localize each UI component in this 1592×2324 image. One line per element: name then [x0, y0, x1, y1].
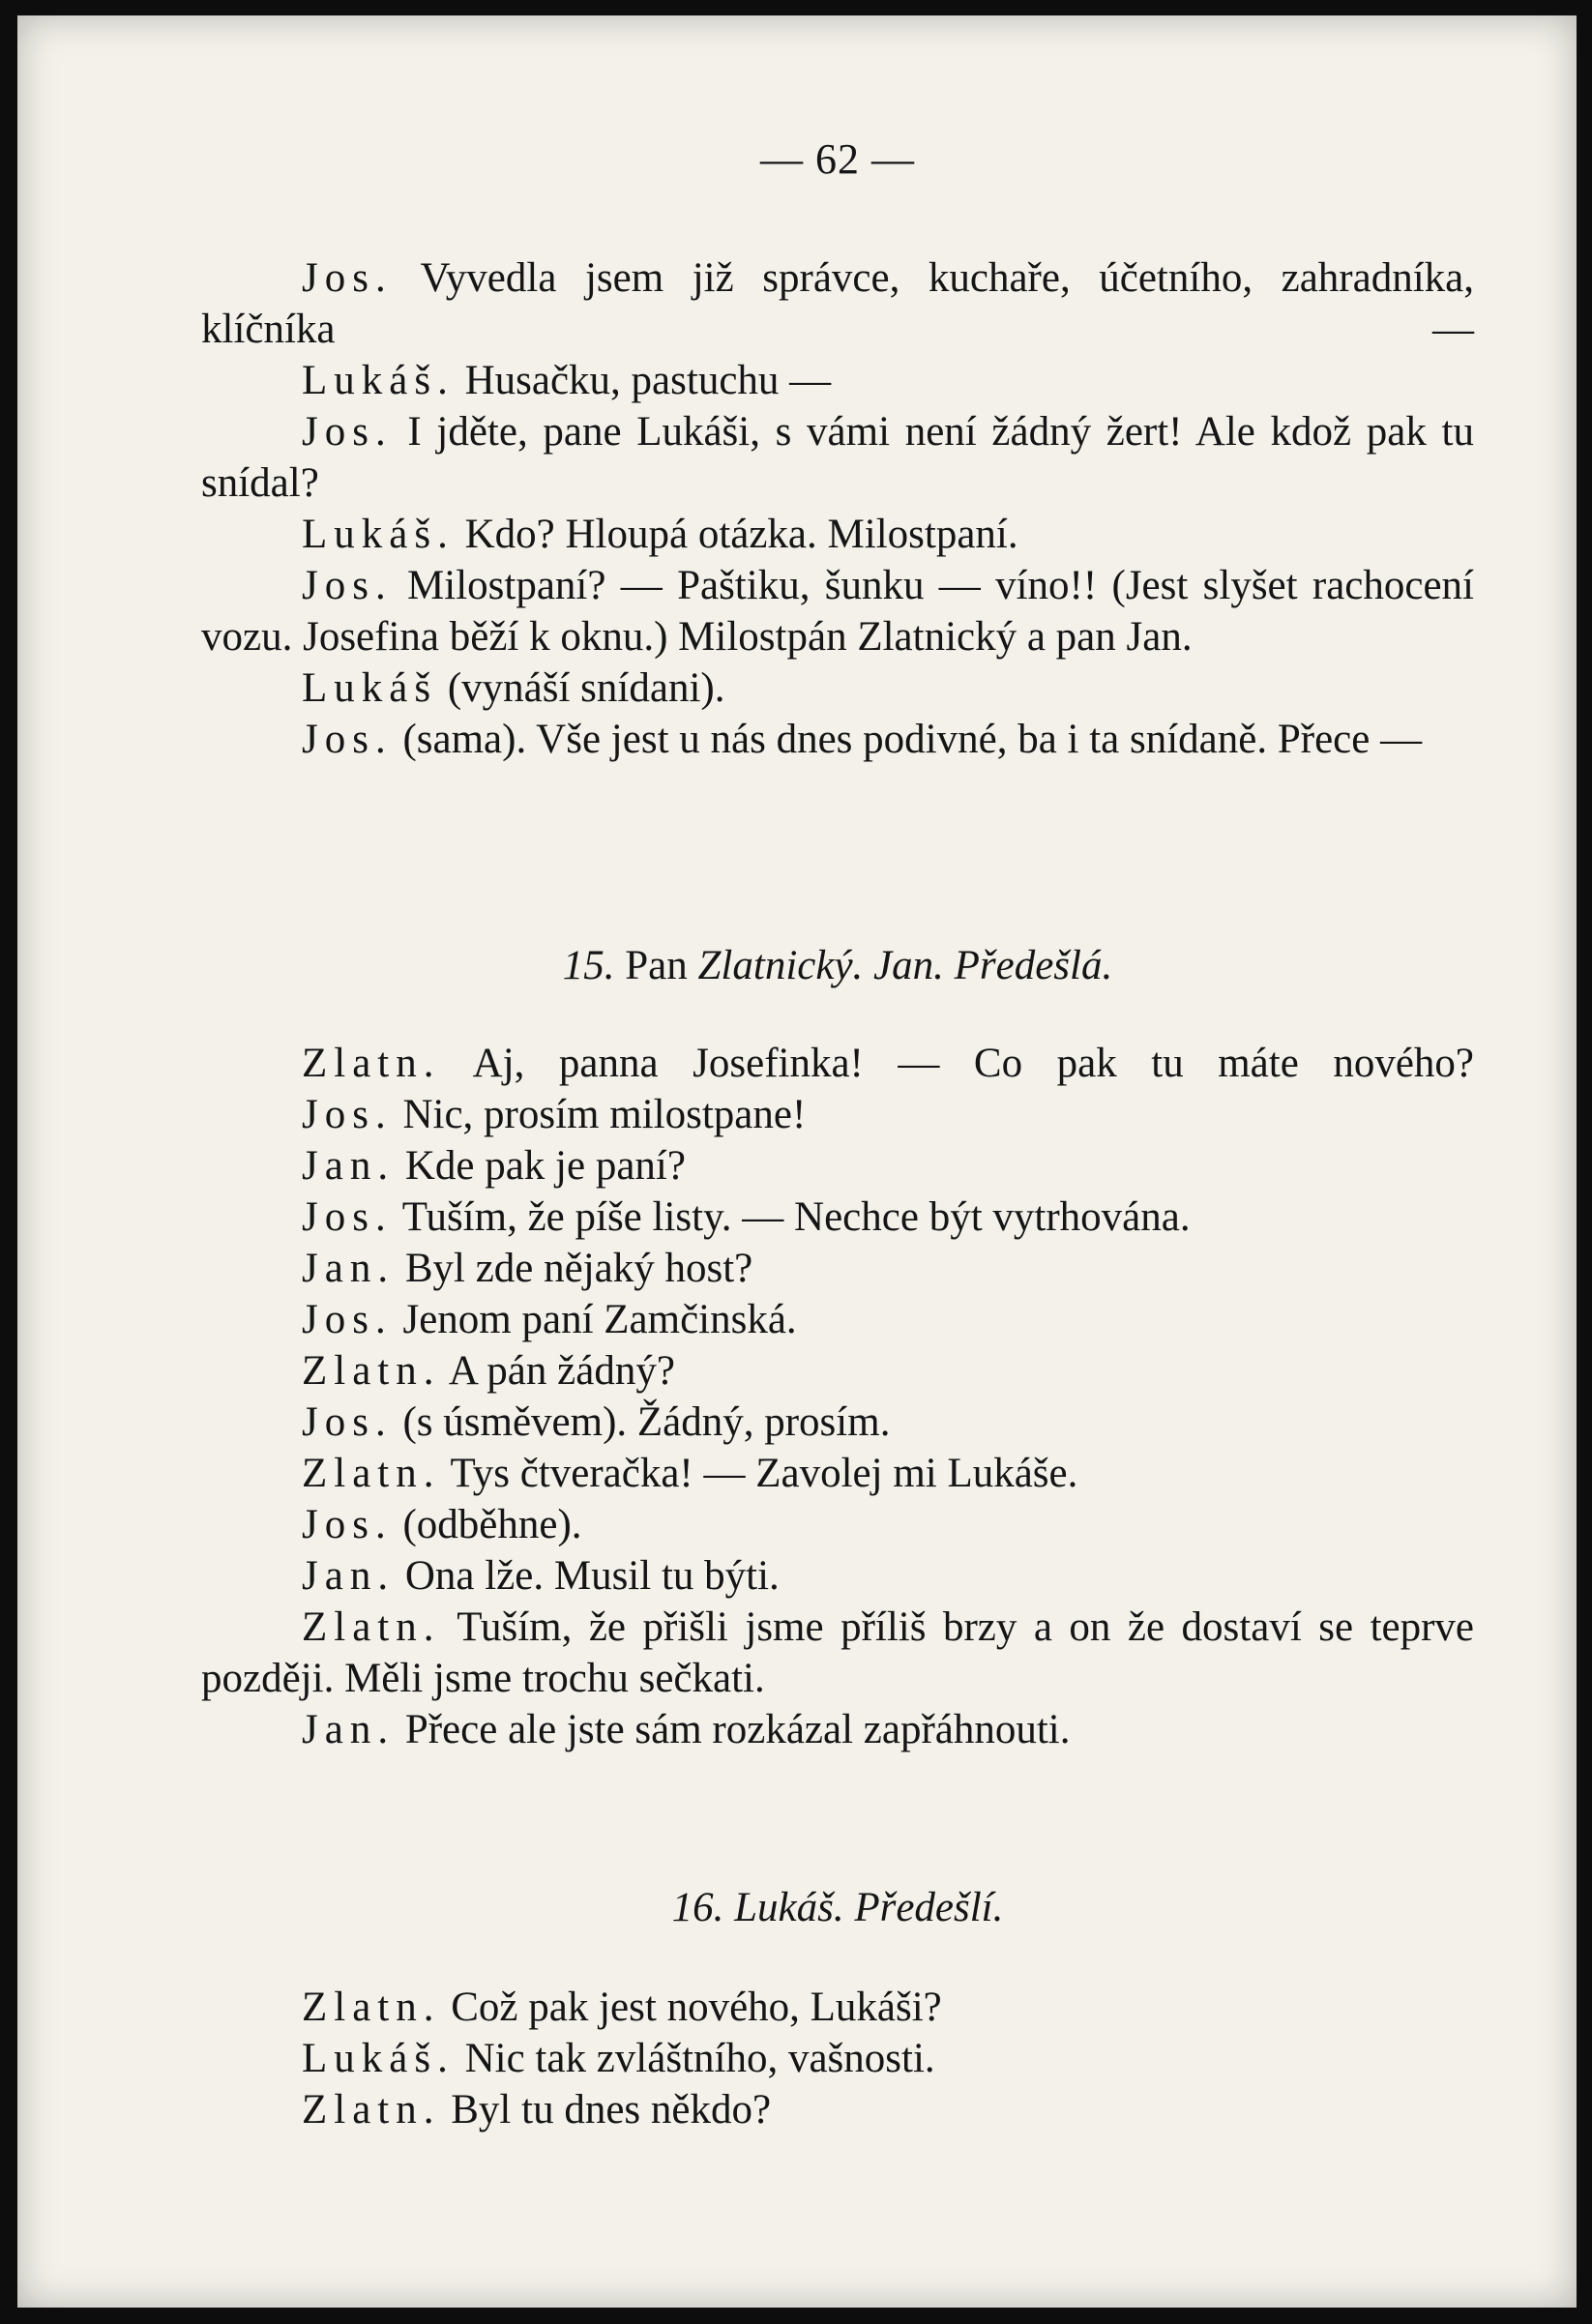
dialogue-line [201, 1140, 1474, 1191]
dialogue-line [201, 1550, 1474, 1602]
dialogue-line [201, 1602, 1474, 1704]
speaker-name: Jos. [302, 1502, 393, 1547]
dialogue-line [201, 1704, 1474, 1755]
scene-characters: Zlatnický. Jan. Předešlá. [697, 943, 1113, 988]
line-text: Byl zde nějaký host? [395, 1246, 753, 1291]
speaker-name: Jos. [302, 717, 393, 762]
speaker-name: Lukáš. [302, 2036, 455, 2081]
dialogue-line [201, 714, 1474, 765]
line-text: Přece ale jste sám rozkázal zapřáhnouti. [395, 1707, 1071, 1752]
line-text: Tys čtveračka! — Zavolej mi Lukáše. [440, 1451, 1078, 1496]
line-text: Aj, panna Josefinka! — Co pak tu máte nového? [440, 1041, 1474, 1086]
line-text: Nic tak zvláštního, vašnosti. [454, 2036, 935, 2081]
dialogue-line [201, 1038, 1474, 1089]
speaker-name: Zlatn. [302, 1985, 441, 2030]
speaker-name: Lukáš. [302, 358, 455, 403]
dialogue-line [201, 1982, 1474, 2033]
line-text: Husačku, pastuchu — [454, 358, 832, 403]
dialogue-section-3 [201, 1982, 1474, 2135]
line-text: Nic, prosím milostpane! [392, 1092, 807, 1137]
scene-heading-15 [201, 940, 1474, 991]
line-text: Jenom paní Zamčinská. [392, 1297, 797, 1342]
line-text: Kde pak je paní? [395, 1143, 686, 1189]
speaker-name: Zlatn. [302, 1348, 441, 1394]
dialogue-line [201, 1499, 1474, 1550]
dialogue-line [201, 1345, 1474, 1397]
dialogue-line [201, 1397, 1474, 1448]
speaker-name: Jan. [302, 1553, 396, 1599]
line-text: Kdo? Hloupá otázka. Milostpaní. [454, 512, 1018, 557]
scene-number: 16. [671, 1885, 724, 1930]
speaker-name: Jos. [302, 255, 393, 301]
line-text: Tuším, že píše listy. — Nechce být vytrhována. [392, 1194, 1191, 1240]
dialogue-line [201, 1294, 1474, 1345]
speaker-name: Zlatn. [302, 1451, 441, 1496]
speaker-name: Zlatn. [302, 2087, 441, 2133]
scene-pan-label: Pan [625, 943, 688, 988]
dialogue-line [201, 1243, 1474, 1294]
dialogue-line [201, 1191, 1474, 1243]
speaker-name: Lukáš. [302, 512, 455, 557]
dialogue-line [201, 509, 1474, 560]
dialogue-line [201, 2033, 1474, 2084]
line-text: (sama). Vše jest u nás dnes podivné, ba i ta snídaně. Přece — [392, 717, 1423, 762]
scene-characters: Lukáš. Předešlí. [734, 1885, 1004, 1930]
line-text: (s úsměvem). Žádný, prosím. [392, 1399, 891, 1445]
scene-heading-16 [201, 1882, 1474, 1933]
speaker-name: Jan. [302, 1707, 396, 1752]
line-text: (vynáší snídani). [437, 665, 725, 711]
book-page [17, 15, 1577, 2308]
speaker-name: Zlatn. [302, 1041, 441, 1086]
dialogue-line [201, 1448, 1474, 1499]
speaker-name: Jan. [302, 1246, 396, 1291]
speaker-name: Jos. [302, 1297, 393, 1342]
speaker-name: Zlatn. [302, 1604, 441, 1650]
line-text: I jděte, pane Lukáši, s vámi není žádný žert! Ale kdož pak tu snídal? [201, 409, 1474, 506]
dialogue-line [201, 406, 1474, 509]
line-text: Byl tu dnes někdo? [440, 2087, 772, 2133]
speaker-name: Lukáš [302, 665, 438, 711]
dialogue-line [201, 252, 1474, 355]
dialogue-line [201, 355, 1474, 406]
scene-number: 15. [562, 943, 615, 988]
line-text: Tuším, že přišli jsme příliš brzy a on že dostaví se teprve později. Měli jsme trochu sečkati. [201, 1604, 1474, 1701]
line-text: Což pak jest nového, Lukáši? [440, 1985, 942, 2030]
dialogue-line [201, 2084, 1474, 2135]
speaker-name: Jos. [302, 1399, 393, 1445]
speaker-name: Jos. [302, 409, 393, 455]
line-text: Ona lže. Musil tu býti. [395, 1553, 780, 1599]
line-text: A pán žádný? [440, 1348, 675, 1394]
line-text: Milostpaní? — Paštiku, šunku — víno!! (Jest slyšet rachocení vozu. Josefina běží k oknu.) Milostpán Zlatnický a pan Jan. [201, 563, 1474, 660]
line-text: Vyvedla jsem již správce, kuchaře, účetního, zahradníka, klíčníka — [201, 255, 1474, 352]
speaker-name: Jos. [302, 1092, 393, 1137]
dialogue-line [201, 560, 1474, 662]
dialogue-line [201, 662, 1474, 714]
dialogue-section-2 [201, 1038, 1474, 1755]
speaker-name: Jos. [302, 1194, 393, 1240]
dialogue-line [201, 1089, 1474, 1140]
speaker-name: Jos. [302, 563, 393, 608]
dialogue-section-1 [201, 252, 1474, 765]
line-text: (odběhne). [392, 1502, 582, 1547]
speaker-name: Jan. [302, 1143, 396, 1189]
page-number: — 62 — [760, 135, 915, 183]
